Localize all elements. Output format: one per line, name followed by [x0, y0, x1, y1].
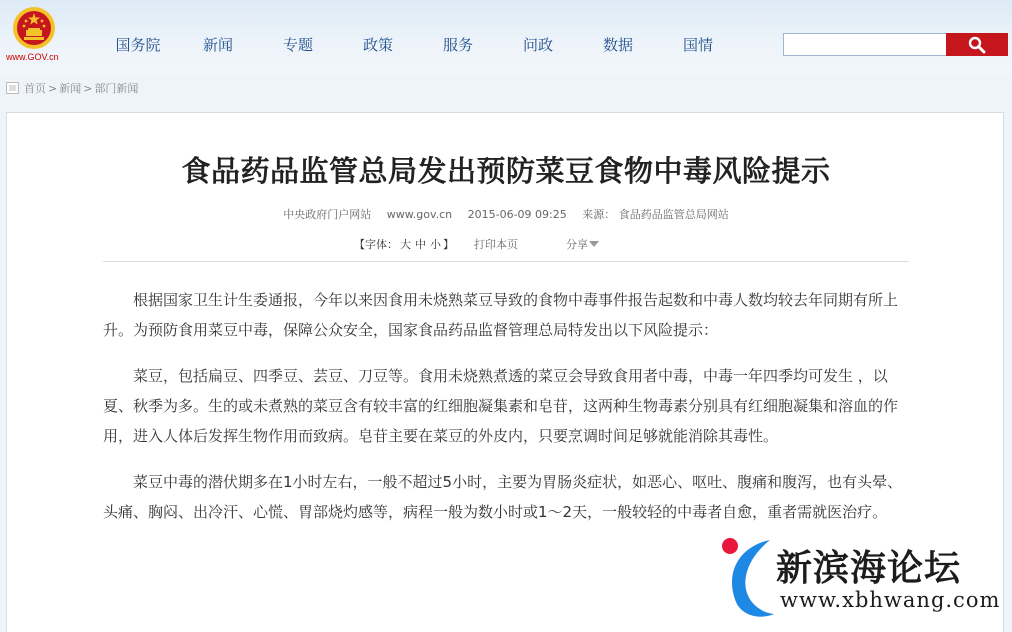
chevron-down-icon: [589, 241, 599, 247]
home-icon: [6, 82, 19, 94]
font-size-medium-button[interactable]: 中: [415, 238, 426, 251]
meta-source-label: 来源：: [582, 208, 616, 221]
article-title: 食品药品监管总局发出预防菜豆食物中毒风险提示: [181, 154, 831, 188]
meta-site: www.gov.cn: [386, 208, 453, 221]
article-paragraph: 菜豆，包括扁豆、四季豆、芸豆、刀豆等。食用未烧熟煮透的菜豆会导致食用者中毒，中毒一年四季均可发生 ，以夏、秋季为多。生的或未煮熟的菜豆含有较丰富的红细胞凝集素和皂苷，这两种生物毒素分别具有红细胞凝集和溶血的作用，进入人体后发挥生物作用而致病。皂苷主要在菜豆的外皮内，只要烹调时间足够就能消除其毒性。: [103, 367, 899, 445]
breadcrumb-home[interactable]: 首页: [24, 82, 46, 95]
article-body: [103, 285, 915, 543]
nav-item-national-info[interactable]: 国情: [682, 36, 713, 54]
nav-item-policy[interactable]: 政策: [362, 36, 393, 54]
header-divider: [103, 261, 909, 262]
meta-datetime: 2015-06-09 09:25: [467, 208, 567, 221]
watermark-name: 新滨海论坛: [776, 548, 962, 589]
emblem-caption: www.GOV.cn: [6, 52, 59, 62]
search-input[interactable]: [783, 33, 947, 56]
breadcrumb-department-news[interactable]: 部门新闻: [94, 82, 139, 95]
breadcrumb-separator: >: [83, 81, 93, 95]
share-label: 分享: [566, 238, 588, 251]
breadcrumb: [6, 80, 140, 96]
article-paragraph: 菜豆中毒的潜伏期多在1小时左右，一般不超过5小时，主要为胃肠炎症状，如恶心、呕吐、腹痛和腹泻，也有头晕、头痛、胸闷、出冷汗、心慌、胃部烧灼感等，病程一般为数小时或1～2天，一般较轻的中毒者自愈，重者需就医治疗。: [103, 473, 903, 521]
nav-item-topics[interactable]: 专题: [282, 36, 313, 54]
search-icon: [968, 36, 986, 54]
nav-item-inquiry[interactable]: 问政: [522, 36, 553, 54]
breadcrumb-news[interactable]: 新闻: [59, 82, 82, 95]
meta-publisher: 中央政府门户网站: [283, 208, 372, 221]
print-button[interactable]: 打印本页: [474, 238, 518, 251]
nav-item-news[interactable]: 新闻: [202, 36, 233, 54]
nav-item-guowuyuan[interactable]: 国务院: [115, 36, 161, 54]
font-size-control: [354, 236, 454, 252]
font-size-large-button[interactable]: 大: [400, 238, 411, 251]
nav-item-services[interactable]: 服务: [442, 36, 473, 54]
article-meta: [7, 206, 1005, 222]
share-button[interactable]: [566, 236, 599, 252]
font-size-label: 【字体：: [354, 238, 398, 251]
meta-source: [582, 208, 729, 221]
main-nav: [98, 34, 738, 55]
watermark-url: www.xbhwang.com: [780, 588, 1001, 612]
nav-item-data[interactable]: 数据: [602, 36, 633, 54]
meta-source-value: 食品药品监管总局网站: [618, 208, 729, 221]
national-emblem-icon[interactable]: [12, 6, 56, 50]
search-button[interactable]: [946, 33, 1008, 56]
font-size-small-button[interactable]: 小: [430, 238, 441, 251]
article-paragraph: 根据国家卫生计生委通报，今年以来因食用未烧熟菜豆导致的食物中毒事件报告起数和中毒人数均较去年同期有所上升。为预防食用菜豆中毒，保障公众安全，国家食品药品监督管理总局特发出以下风险提示：: [103, 291, 899, 339]
font-size-close-bracket: 】: [443, 238, 454, 251]
site-header: [0, 0, 1012, 76]
breadcrumb-separator: >: [48, 81, 58, 95]
watermark: [716, 528, 1006, 628]
